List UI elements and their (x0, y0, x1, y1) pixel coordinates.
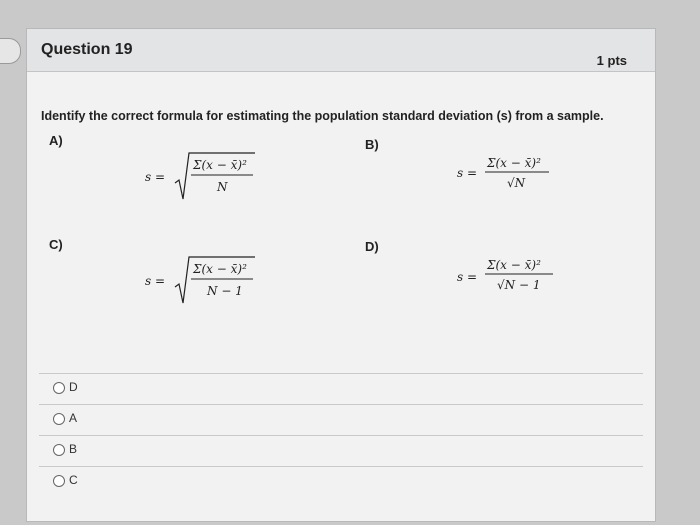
radio-button[interactable] (53, 413, 65, 425)
answer-list (27, 373, 655, 497)
formula-a (145, 147, 285, 208)
option-d-label: D) (365, 239, 379, 254)
answer-option-b[interactable] (39, 435, 643, 466)
formula-d-numerator: Σ(x − x̄)² (487, 258, 541, 272)
formula-c-lhs: s = (145, 274, 166, 288)
question-points: 1 pts (596, 53, 627, 68)
option-c-label: C) (49, 237, 63, 252)
answer-option-c[interactable] (39, 466, 643, 497)
formula-a-denominator: N (217, 180, 228, 194)
answer-label: A (69, 411, 78, 425)
formula-d-graphic (457, 249, 567, 299)
formula-a-lhs: s = (145, 170, 166, 184)
question-header (27, 29, 655, 72)
formula-a-numerator: Σ(x − x̄)² (193, 158, 247, 172)
formula-d (457, 249, 567, 302)
radio-button[interactable] (53, 382, 65, 394)
formula-d-lhs: s = (457, 270, 478, 284)
question-title: Question 19 (41, 41, 133, 58)
answer-label: B (69, 442, 78, 456)
formula-c-denominator: N − 1 (207, 284, 243, 298)
formula-b-denominator: √N (507, 176, 526, 190)
question-prompt: Identify the correct formula for estimating the population standard deviation (s) from a sample. (41, 109, 604, 123)
answer-option-a[interactable] (39, 404, 643, 435)
answer-label: C (69, 473, 78, 487)
question-card (26, 28, 656, 522)
formula-b-numerator: Σ(x − x̄)² (487, 156, 541, 170)
option-a-label: A) (49, 133, 63, 148)
formula-b-lhs: s = (457, 166, 478, 180)
radio-button[interactable] (53, 475, 65, 487)
formula-d-denominator: √N − 1 (497, 278, 541, 292)
formula-b-graphic (457, 147, 567, 197)
answer-option-d[interactable] (39, 373, 643, 404)
formula-b (457, 147, 567, 200)
formula-c-graphic (145, 249, 285, 307)
radio-button[interactable] (53, 444, 65, 456)
formula-c (145, 249, 285, 310)
formula-a-graphic (145, 147, 285, 205)
formula-c-numerator: Σ(x − x̄)² (193, 262, 247, 276)
answer-label: D (69, 380, 78, 394)
left-nav-tab[interactable] (0, 38, 21, 64)
option-b-label: B) (365, 137, 379, 152)
